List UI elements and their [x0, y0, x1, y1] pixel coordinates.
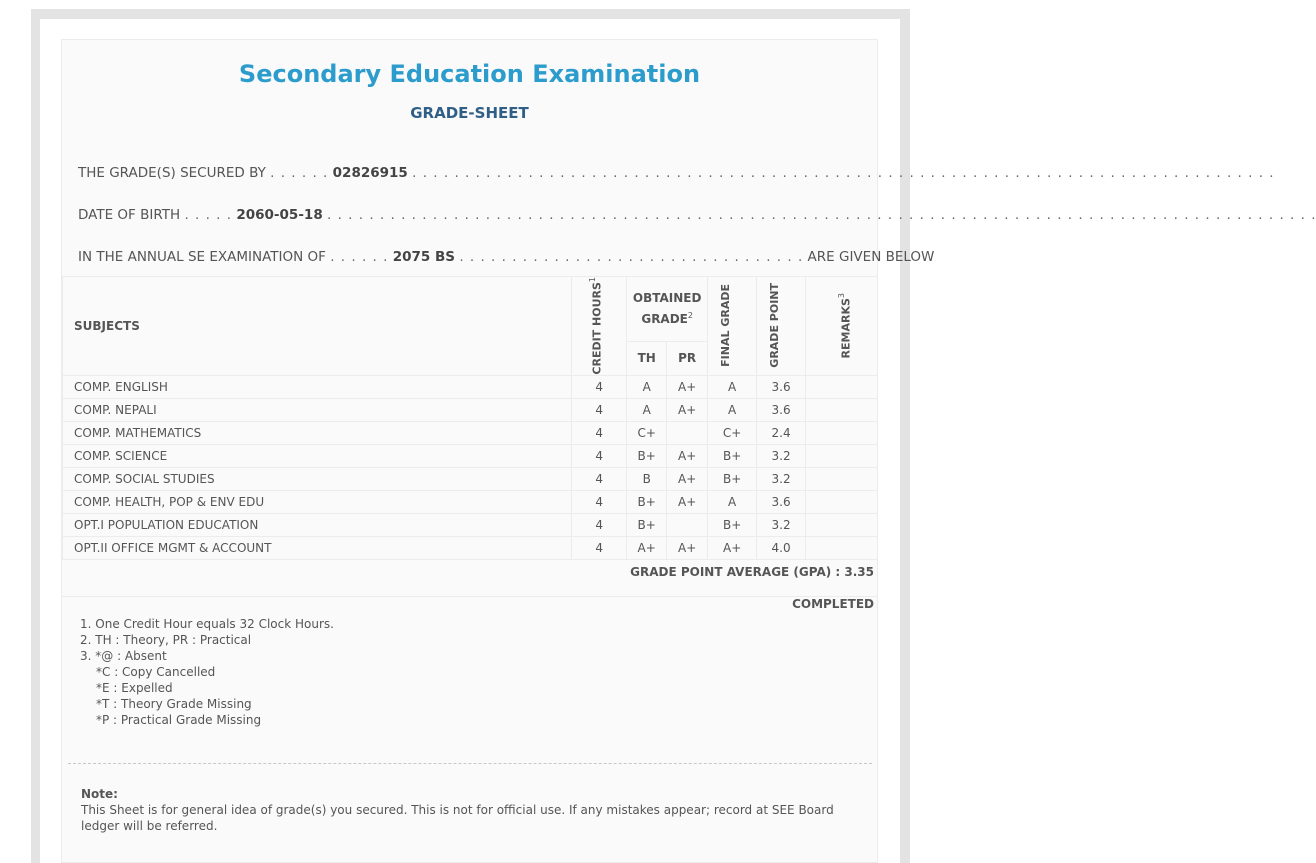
grade-sheet — [61, 39, 1316, 863]
credit-cell: 4 — [572, 536, 627, 559]
th-cell: A — [627, 398, 667, 421]
page-paper — [40, 19, 1316, 863]
secured-by-label: THE GRADE(S) SECURED BY — [78, 165, 266, 181]
subject-cell: COMP. SOCIAL STUDIES — [63, 467, 572, 490]
grade-point-cell: 3.6 — [757, 398, 806, 421]
credit-cell: 4 — [572, 444, 627, 467]
pr-cell — [667, 421, 708, 444]
remarks-cell — [806, 421, 878, 444]
status-text: COMPLETED — [792, 597, 874, 611]
note-label: Note: — [81, 787, 118, 801]
dots: . . . . . . — [270, 165, 329, 181]
table-row — [63, 444, 878, 467]
credit-cell: 4 — [572, 513, 627, 536]
section-divider — [62, 596, 878, 597]
pr-cell: A+ — [667, 398, 708, 421]
dob-value: 2060-05-18 — [236, 207, 323, 223]
remarks-cell — [806, 513, 878, 536]
th-cell: A+ — [627, 536, 667, 559]
legend-item: *P : Practical Grade Missing — [96, 713, 262, 727]
page-frame — [31, 9, 1316, 863]
remarks-cell — [806, 490, 878, 513]
grade-point-cell: 3.2 — [757, 513, 806, 536]
subject-cell: COMP. NEPALI — [63, 398, 572, 421]
dots: . . . . . . . . . . . . . . . . . . . . . . . . . . . . . . . . . . . . . . . . . . . . . . . . . . . . . . . . . . . . . . . . . . . . . . . . . . . . . . . . . . . . . . . . . . . . . . — [327, 207, 1316, 223]
subject-cell: COMP. SCIENCE — [63, 444, 572, 467]
subject-cell: COMP. ENGLISH — [63, 375, 572, 398]
pr-cell: A+ — [667, 490, 708, 513]
credit-cell: 4 — [572, 421, 627, 444]
exam-suffix: ARE GIVEN BELOW — [807, 249, 935, 265]
grade-point-cell: 3.2 — [757, 444, 806, 467]
dob-label: DATE OF BIRTH — [78, 207, 181, 223]
table-row — [63, 467, 878, 490]
final-grade-cell: A — [708, 398, 757, 421]
grade-point-cell: 2.4 — [757, 421, 806, 444]
exam-label: IN THE ANNUAL SE EXAMINATION OF — [78, 249, 326, 265]
gpa-label: GRADE POINT AVERAGE (GPA) : — [630, 565, 841, 579]
pr-cell: A+ — [667, 467, 708, 490]
th-cell: B+ — [627, 513, 667, 536]
remarks-cell — [806, 375, 878, 398]
table-row — [63, 375, 878, 398]
pr-header: PR — [667, 341, 708, 375]
remarks-cell — [806, 467, 878, 490]
pr-cell: A+ — [667, 375, 708, 398]
grade-point-cell: 3.2 — [757, 467, 806, 490]
th-cell: C+ — [627, 421, 667, 444]
grade-point-cell: 4.0 — [757, 536, 806, 559]
remarks-header: REMARKS$^3$ — [806, 277, 878, 376]
page-subtitle: GRADE-SHEET — [410, 104, 529, 122]
pr-cell: A+ — [667, 444, 708, 467]
legend-item: 3. *@ : Absent — [80, 649, 167, 663]
subject-cell: COMP. MATHEMATICS — [63, 421, 572, 444]
grade-point-cell: 3.6 — [757, 375, 806, 398]
table-row — [63, 490, 878, 513]
subject-cell: COMP. HEALTH, POP & ENV EDU — [63, 490, 572, 513]
credit-cell: 4 — [572, 398, 627, 421]
page-title: Secondary Education Examination — [238, 60, 701, 88]
dashed-divider — [68, 763, 872, 764]
dots: . . . . . . — [330, 249, 389, 265]
pr-cell: A+ — [667, 536, 708, 559]
final-grade-header: FINAL GRADE — [708, 277, 757, 376]
dob-line — [78, 207, 1316, 223]
legend-item: 2. TH : Theory, PR : Practical — [80, 633, 252, 647]
legend-item: *E : Expelled — [96, 681, 173, 695]
final-grade-cell: A — [708, 490, 757, 513]
subject-cell: OPT.II OFFICE MGMT & ACCOUNT — [63, 536, 572, 559]
legend-item: *C : Copy Cancelled — [96, 665, 216, 679]
legend — [80, 616, 334, 728]
final-grade-cell: A+ — [708, 536, 757, 559]
final-grade-cell: A — [708, 375, 757, 398]
note — [81, 786, 861, 834]
th-cell: B+ — [627, 490, 667, 513]
note-text: This Sheet is for general idea of grade(s) you secured. This is not for official use. If any mistakes appear; record at SEE Board ledger will be referred. — [81, 803, 834, 833]
symbol-number: 02826915 — [332, 165, 408, 181]
exam-line — [78, 249, 935, 265]
credit-cell: 4 — [572, 467, 627, 490]
subjects-header: SUBJECTS — [63, 277, 572, 376]
remarks-cell — [806, 444, 878, 467]
exam-year: 2075 BS — [392, 249, 456, 265]
remarks-cell — [806, 536, 878, 559]
grades-table — [62, 276, 878, 560]
table-row — [63, 421, 878, 444]
th-header: TH — [627, 341, 667, 375]
gpa-line — [630, 565, 874, 579]
final-grade-cell: B+ — [708, 467, 757, 490]
credit-hours-header: CREDIT HOURS$^1$ — [572, 277, 627, 376]
grade-point-header: GRADE POINT — [757, 277, 806, 376]
table-row — [63, 398, 878, 421]
remarks-cell — [806, 398, 878, 421]
credit-cell: 4 — [572, 375, 627, 398]
dots: . . . . . . . . . . . . . . . . . . . . . . . . . . . . . . . . . . . . . . . . . . . . . . . . . . . . . . . . . . . . . . . . . . . . . . . . . . . . . . . . . . — [412, 165, 1275, 181]
final-grade-cell: B+ — [708, 513, 757, 536]
pr-cell — [667, 513, 708, 536]
legend-item: 1. One Credit Hour equals 32 Clock Hours. — [80, 617, 334, 631]
table-row — [63, 536, 878, 559]
th-cell: B+ — [627, 444, 667, 467]
grade-point-cell: 3.6 — [757, 490, 806, 513]
dots: . . . . . . . . . . . . . . . . . . . . . . . . . . . . . . . . . — [459, 249, 804, 265]
dots: . . . . . — [184, 207, 233, 223]
obtained-grade-header: OBTAINED GRADE$^2$ — [627, 277, 708, 342]
credit-cell: 4 — [572, 490, 627, 513]
secured-by-line — [78, 165, 1275, 181]
final-grade-cell: C+ — [708, 421, 757, 444]
subject-cell: OPT.I POPULATION EDUCATION — [63, 513, 572, 536]
th-cell: A — [627, 375, 667, 398]
gpa-value: 3.35 — [844, 565, 874, 579]
legend-item: *T : Theory Grade Missing — [96, 697, 252, 711]
table-row — [63, 513, 878, 536]
th-cell: B — [627, 467, 667, 490]
final-grade-cell: B+ — [708, 444, 757, 467]
